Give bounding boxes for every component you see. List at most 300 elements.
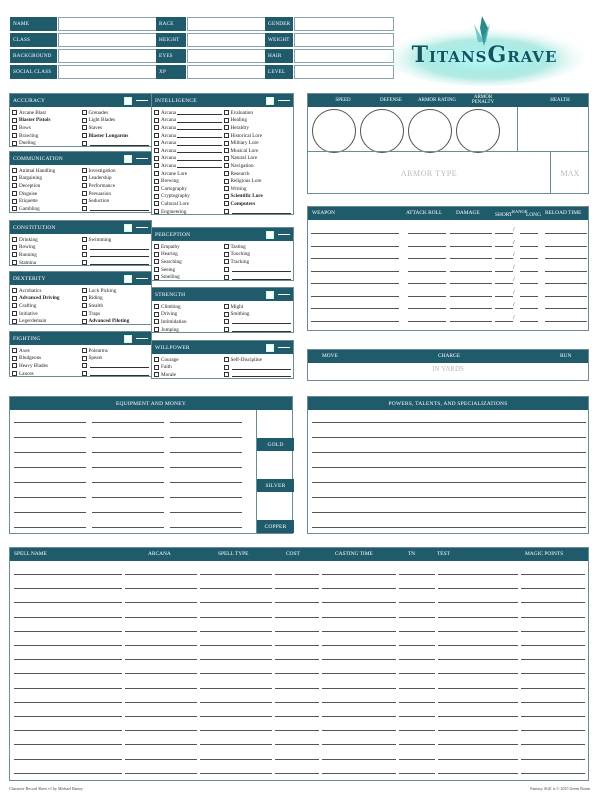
skill-checkbox[interactable] (154, 148, 159, 153)
skill-checkbox[interactable] (12, 288, 17, 293)
skill-checkbox[interactable] (224, 133, 229, 138)
skill-item (154, 311, 222, 319)
powers-line[interactable] (312, 527, 586, 528)
skill-group-header (10, 221, 151, 234)
equipment-line[interactable] (92, 482, 164, 483)
skill-checkbox[interactable] (82, 183, 87, 188)
ability-score-box[interactable] (266, 291, 274, 299)
skill-checkbox[interactable] (82, 252, 87, 257)
skill-item (154, 200, 222, 208)
skill-checkbox[interactable] (12, 319, 17, 324)
ability-focus-line[interactable] (136, 227, 148, 228)
skill-item (154, 326, 222, 334)
skill-write-line[interactable] (90, 141, 150, 146)
skill-label: Light Blades (88, 117, 116, 124)
weapon-cell-line[interactable] (450, 321, 492, 322)
skill-checkbox[interactable] (82, 296, 87, 301)
skill-checkbox[interactable] (82, 118, 87, 123)
skill-label: Polearms (88, 347, 108, 354)
coin-value-silver[interactable] (257, 452, 294, 478)
skill-checkbox[interactable] (224, 357, 229, 362)
skill-label: Tracking (230, 258, 250, 265)
skill-checkbox[interactable] (82, 348, 87, 353)
equipment-line[interactable] (92, 452, 164, 453)
skill-item (154, 109, 222, 117)
skill-checkbox[interactable] (12, 356, 17, 361)
skill-checkbox[interactable] (12, 363, 17, 368)
skill-item (224, 117, 292, 125)
skill-checkbox[interactable] (12, 125, 17, 130)
skill-item (12, 310, 80, 318)
skill-checkbox[interactable] (224, 186, 229, 191)
equipment-line[interactable] (170, 467, 242, 468)
skill-label: Research (230, 170, 250, 177)
skill-label: Cryptography (161, 193, 190, 200)
movement-header-run: RUN (560, 353, 572, 359)
skill-write-line[interactable] (232, 372, 292, 377)
skill-write-line[interactable] (177, 156, 222, 161)
skill-label: Animal Handling (19, 167, 56, 174)
skill-checkbox[interactable] (224, 327, 229, 332)
skill-write-line[interactable] (90, 363, 150, 368)
skill-item (12, 347, 80, 355)
skill-item (224, 326, 292, 334)
skill-label: Religious Lore (230, 178, 262, 185)
skill-label: Arcana (161, 162, 176, 169)
skill-checkbox[interactable] (82, 356, 87, 361)
skill-checkbox[interactable] (154, 252, 159, 257)
weapon-cell-line[interactable] (408, 321, 446, 322)
equipment-line[interactable] (14, 467, 86, 468)
skill-checkbox[interactable] (154, 304, 159, 309)
skill-write-line[interactable] (177, 133, 222, 138)
equipment-line[interactable] (14, 512, 86, 513)
skill-checkbox[interactable] (82, 168, 87, 173)
skill-item (12, 355, 80, 363)
field-label-social-class: SOCIAL CLASS (10, 65, 57, 79)
skill-write-line[interactable] (232, 365, 292, 370)
skill-checkbox[interactable] (154, 201, 159, 206)
skill-checkbox[interactable] (224, 244, 229, 249)
weapon-cell-line[interactable] (495, 321, 513, 322)
skill-checkbox[interactable] (224, 179, 229, 184)
skill-checkbox[interactable] (224, 259, 229, 264)
equipment-line[interactable] (14, 422, 86, 423)
powers-line[interactable] (312, 497, 586, 498)
skill-checkbox[interactable] (12, 133, 17, 138)
defense-circle-armor-penalty[interactable] (456, 109, 500, 153)
ability-score-box[interactable] (266, 97, 274, 105)
skill-checkbox[interactable] (82, 191, 87, 196)
skill-item (82, 236, 150, 244)
spell-cell-line[interactable] (322, 773, 396, 774)
skill-checkbox[interactable] (12, 168, 17, 173)
skill-group-dexterity (9, 271, 152, 325)
equipment-line[interactable] (92, 467, 164, 468)
skill-item (12, 182, 80, 190)
armor-type-box[interactable] (308, 151, 550, 194)
ability-score-box[interactable] (266, 344, 274, 352)
skill-checkbox[interactable] (12, 348, 17, 353)
skill-checkbox[interactable] (224, 275, 229, 280)
skill-checkbox[interactable] (154, 365, 159, 370)
skill-write-line[interactable] (90, 252, 150, 257)
footer-copyright: Fantasy AGE is © 2015 Green Ronin (530, 786, 590, 791)
skill-checkbox[interactable] (224, 372, 229, 377)
equipment-line[interactable] (170, 512, 242, 513)
skill-checkbox[interactable] (224, 156, 229, 161)
skill-checkbox[interactable] (154, 259, 159, 264)
field-input-social-class[interactable] (58, 65, 162, 79)
equipment-line[interactable] (92, 497, 164, 498)
skill-label: Historical Lore (230, 132, 263, 139)
weapons-header-short: SHORT (495, 212, 513, 218)
footer-credit: Character Record Sheet v1 by Michael Batsey (9, 786, 83, 791)
skill-checkbox[interactable] (224, 252, 229, 257)
skill-group-accuracy (9, 93, 152, 147)
equipment-line[interactable] (14, 452, 86, 453)
skill-checkbox[interactable] (12, 311, 17, 316)
spell-row[interactable] (10, 561, 588, 781)
equipment-line[interactable] (92, 512, 164, 513)
field-label-eyes: EYES (156, 49, 186, 63)
skill-checkbox[interactable] (154, 156, 159, 161)
skill-checkbox[interactable] (12, 371, 17, 376)
skill-checkbox[interactable] (154, 372, 159, 377)
skill-checkbox[interactable] (154, 357, 159, 362)
ability-focus-line[interactable] (278, 234, 290, 235)
skill-write-line[interactable] (90, 245, 150, 250)
range-separator: / (513, 264, 515, 271)
ability-focus-line[interactable] (136, 100, 148, 101)
equipment-line[interactable] (92, 422, 164, 423)
skill-checkbox[interactable] (154, 312, 159, 317)
skill-checkbox[interactable] (224, 201, 229, 206)
skill-item (12, 251, 80, 259)
skill-checkbox[interactable] (224, 319, 229, 324)
skill-write-line[interactable] (232, 275, 292, 280)
skill-item (224, 193, 292, 201)
ability-focus-line[interactable] (136, 338, 148, 339)
skill-checkbox[interactable] (154, 110, 159, 115)
skill-write-line[interactable] (232, 327, 292, 332)
skill-write-line[interactable] (232, 209, 292, 214)
skill-checkbox[interactable] (82, 311, 87, 316)
skill-item (82, 355, 150, 363)
skill-checkbox[interactable] (82, 319, 87, 324)
equipment-line[interactable] (92, 437, 164, 438)
skill-checkbox[interactable] (224, 125, 229, 130)
skill-checkbox[interactable] (224, 148, 229, 153)
skill-item (154, 117, 222, 125)
armor-max-box[interactable] (550, 151, 589, 194)
skill-label: Drinking (19, 236, 38, 243)
range-separator: / (513, 302, 515, 308)
skill-item (224, 162, 292, 170)
skill-checkbox[interactable] (12, 110, 17, 115)
skill-checkbox[interactable] (224, 141, 229, 146)
ability-score-box[interactable] (266, 231, 274, 239)
defense-circle-defense[interactable] (360, 109, 404, 153)
weapon-row[interactable] (308, 220, 588, 332)
weapon-cell-line[interactable] (545, 321, 587, 322)
skill-label: Cultural Lore (161, 200, 190, 207)
field-input-class[interactable] (58, 33, 162, 47)
skill-label: Bargaining (19, 175, 42, 182)
skill-write-line[interactable] (90, 371, 150, 376)
skill-group-title: PERCEPTION (155, 231, 191, 238)
skill-checkbox[interactable] (12, 176, 17, 181)
health-box[interactable] (517, 107, 589, 151)
equipment-line[interactable] (170, 437, 242, 438)
skill-checkbox[interactable] (154, 267, 159, 272)
skill-checkbox[interactable] (82, 260, 87, 265)
skill-checkbox[interactable] (12, 303, 17, 308)
skill-checkbox[interactable] (12, 199, 17, 204)
spell-cell-line[interactable] (438, 773, 518, 774)
skill-label: Searching (161, 258, 182, 265)
powers-line[interactable] (312, 512, 586, 513)
skill-item (12, 370, 80, 378)
skill-label: Performance (88, 182, 115, 189)
skill-checkbox[interactable] (224, 171, 229, 176)
skill-label: Rowing (19, 244, 36, 251)
skill-item (82, 287, 150, 295)
skill-item (12, 259, 80, 267)
skill-group-title: ACCURACY (13, 97, 46, 104)
skill-checkbox[interactable] (12, 252, 17, 257)
skill-checkbox[interactable] (82, 245, 87, 250)
skill-checkbox[interactable] (82, 288, 87, 293)
ability-score-box[interactable] (124, 97, 132, 105)
skill-label: Empathy (161, 243, 180, 250)
spell-cell-line[interactable] (399, 773, 435, 774)
powers-line[interactable] (312, 437, 586, 438)
coin-label-silver: SILVER (257, 479, 294, 492)
skill-group-willpower (151, 340, 294, 379)
skill-item (154, 147, 222, 155)
spell-cell-line[interactable] (275, 773, 319, 774)
skill-label: Bludgeons (19, 355, 42, 362)
skill-checkbox[interactable] (12, 191, 17, 196)
skill-label: Dueling (19, 140, 36, 147)
skill-write-line[interactable] (177, 110, 222, 115)
weapons-header-long: LONG (526, 212, 541, 218)
skill-item (82, 302, 150, 310)
ability-score-box[interactable] (124, 155, 132, 163)
powers-line[interactable] (312, 467, 586, 468)
skill-checkbox[interactable] (224, 267, 229, 272)
skill-checkbox[interactable] (82, 125, 87, 130)
range-separator: / (513, 239, 515, 246)
powers-line[interactable] (312, 452, 586, 453)
skill-checkbox[interactable] (224, 110, 229, 115)
skill-item (82, 317, 150, 325)
field-input-name[interactable] (58, 17, 162, 31)
skill-group-header (152, 288, 293, 301)
skill-item (12, 362, 80, 370)
skill-item (224, 303, 292, 311)
skill-checkbox[interactable] (12, 296, 17, 301)
skill-item (154, 124, 222, 132)
skill-checkbox[interactable] (82, 303, 87, 308)
skill-checkbox[interactable] (224, 304, 229, 309)
coin-value-copper[interactable] (257, 493, 294, 519)
skill-checkbox[interactable] (154, 275, 159, 280)
skill-checkbox[interactable] (224, 118, 229, 123)
ability-focus-line[interactable] (278, 100, 290, 101)
skill-checkbox[interactable] (154, 327, 159, 332)
skill-item (82, 197, 150, 205)
spells-header-casting-time: CASTING TIME (335, 551, 373, 557)
skill-checkbox[interactable] (82, 110, 87, 115)
skill-label: Smithing (230, 311, 250, 318)
skill-checkbox[interactable] (82, 237, 87, 242)
skill-item (12, 317, 80, 325)
weapons-header-damage: DAMAGE (456, 210, 480, 216)
skill-checkbox[interactable] (224, 365, 229, 370)
skill-checkbox[interactable] (82, 363, 87, 368)
skill-checkbox[interactable] (154, 133, 159, 138)
skill-group-title: COMMUNICATION (13, 155, 63, 162)
equipment-line[interactable] (170, 497, 242, 498)
skill-checkbox[interactable] (154, 125, 159, 130)
skill-label: Brewing (161, 178, 179, 185)
spell-cell-line[interactable] (125, 773, 197, 774)
skill-checkbox[interactable] (82, 206, 87, 211)
skill-label: Swimming (88, 236, 112, 243)
equipment-line[interactable] (14, 437, 86, 438)
skill-group-title: WILLPOWER (155, 344, 190, 351)
skill-label: Seduction (88, 198, 110, 205)
skill-checkbox[interactable] (154, 141, 159, 146)
skill-write-line[interactable] (232, 267, 292, 272)
skill-write-line[interactable] (90, 206, 150, 211)
field-label-background: BACKGROUND (10, 49, 57, 63)
skill-checkbox[interactable] (224, 194, 229, 199)
skill-write-line[interactable] (177, 118, 222, 123)
skill-group-header (152, 94, 293, 107)
ability-score-box[interactable] (124, 275, 132, 283)
skill-checkbox[interactable] (154, 171, 159, 176)
skill-item (154, 177, 222, 185)
defense-header-armor-rating: ARMOR RATING (418, 97, 456, 103)
skill-checkbox[interactable] (154, 186, 159, 191)
spell-cell-line[interactable] (200, 773, 272, 774)
skill-checkbox[interactable] (154, 319, 159, 324)
equipment-line[interactable] (170, 422, 242, 423)
skill-write-line[interactable] (177, 125, 222, 130)
skill-checkbox[interactable] (154, 244, 159, 249)
weapons-header-range: RANGE (512, 208, 528, 214)
skill-label: Lances (19, 370, 34, 377)
skill-write-line[interactable] (232, 319, 292, 324)
spell-cell-line[interactable] (14, 773, 122, 774)
skill-checkbox[interactable] (82, 371, 87, 376)
skill-checkbox[interactable] (12, 237, 17, 242)
skill-checkbox[interactable] (82, 176, 87, 181)
skill-group-header (152, 341, 293, 354)
skill-checkbox[interactable] (12, 206, 17, 211)
skill-label: Computers (230, 200, 256, 207)
skill-checkbox[interactable] (82, 141, 87, 146)
skill-label: Running (19, 251, 37, 258)
skill-write-line[interactable] (177, 141, 222, 146)
skill-checkbox[interactable] (12, 260, 17, 265)
coin-value-gold[interactable] (257, 411, 294, 437)
field-input-background[interactable] (58, 49, 162, 63)
skill-item (12, 139, 80, 147)
powers-line[interactable] (312, 482, 586, 483)
skill-checkbox[interactable] (224, 163, 229, 168)
skill-checkbox[interactable] (154, 163, 159, 168)
ability-focus-line[interactable] (136, 158, 148, 159)
ability-score-box[interactable] (124, 335, 132, 343)
ability-focus-line[interactable] (278, 294, 290, 295)
skill-checkbox[interactable] (154, 209, 159, 214)
skill-item (82, 259, 150, 267)
skill-item (154, 251, 222, 259)
defense-circles (308, 107, 517, 151)
skill-write-line[interactable] (90, 260, 150, 265)
skill-label: Stamina (19, 259, 37, 266)
skill-checkbox[interactable] (82, 199, 87, 204)
skill-group-intelligence (151, 93, 294, 215)
equipment-line[interactable] (14, 527, 86, 528)
equipment-line[interactable] (92, 527, 164, 528)
ability-score-box[interactable] (124, 224, 132, 232)
spell-cell-line[interactable] (521, 773, 585, 774)
equipment-line[interactable] (14, 497, 86, 498)
skill-item (12, 197, 80, 205)
equipment-line[interactable] (170, 452, 242, 453)
spells-header-tn: TN (408, 551, 416, 557)
skill-checkbox[interactable] (12, 141, 17, 146)
skill-checkbox[interactable] (12, 245, 17, 250)
skill-write-line[interactable] (177, 148, 222, 153)
skill-item (12, 236, 80, 244)
skill-item (224, 132, 292, 140)
skill-checkbox[interactable] (154, 179, 159, 184)
equipment-line[interactable] (14, 482, 86, 483)
skill-checkbox[interactable] (224, 209, 229, 214)
skill-checkbox[interactable] (154, 118, 159, 123)
skill-label: Traps (88, 310, 101, 317)
powers-line[interactable] (312, 422, 586, 423)
skill-item (82, 347, 150, 355)
skill-item (224, 243, 292, 251)
defense-circle-armor-rating[interactable] (408, 109, 452, 153)
skill-write-line[interactable] (177, 163, 222, 168)
skill-label: Engineering (161, 208, 187, 215)
skill-checkbox[interactable] (12, 183, 17, 188)
ability-focus-line[interactable] (136, 278, 148, 279)
skill-checkbox[interactable] (154, 194, 159, 199)
skill-checkbox[interactable] (12, 118, 17, 123)
ability-focus-line[interactable] (278, 347, 290, 348)
weapon-cell-line[interactable] (311, 321, 399, 322)
skill-checkbox[interactable] (224, 312, 229, 317)
skill-item (82, 362, 150, 370)
field-label-class: CLASS (10, 33, 57, 47)
skill-checkbox[interactable] (82, 133, 87, 138)
range-separator: / (513, 314, 515, 321)
spells-header-arcana: ARCANA (148, 551, 171, 557)
equipment-line[interactable] (170, 527, 242, 528)
weapon-cell-line[interactable] (520, 321, 538, 322)
equipment-line[interactable] (170, 482, 242, 483)
defense-circle-speed[interactable] (312, 109, 356, 153)
